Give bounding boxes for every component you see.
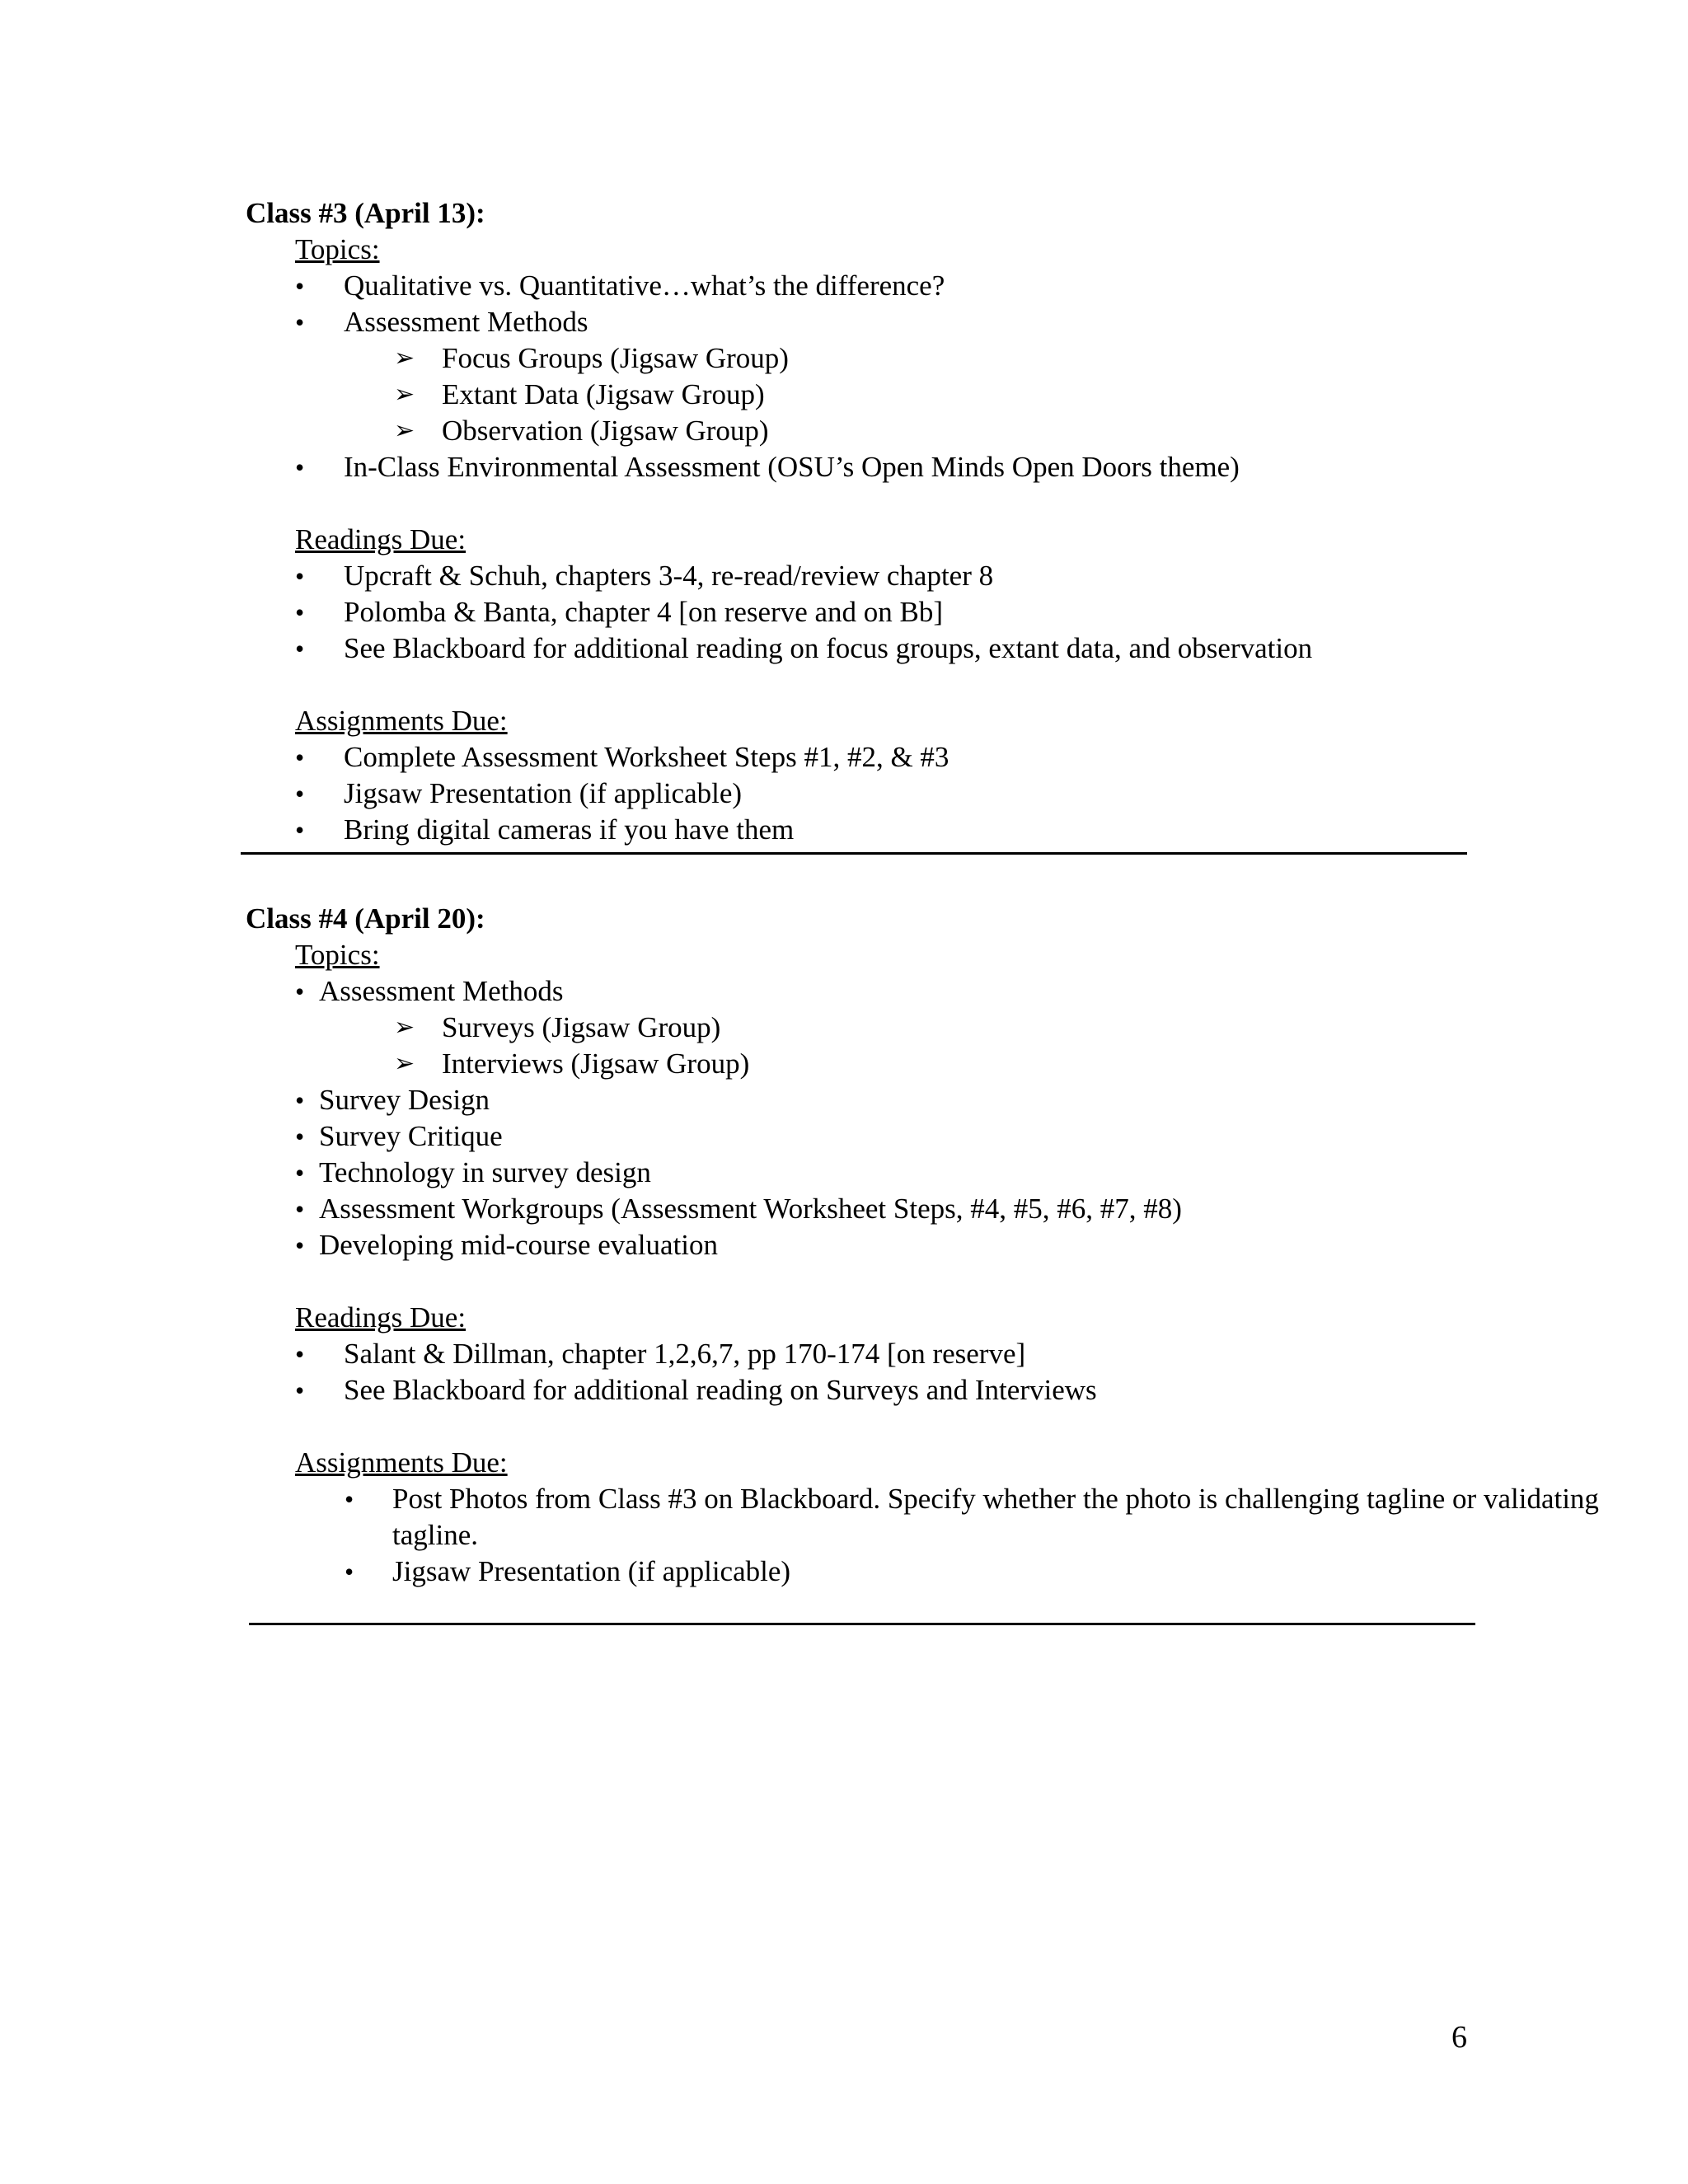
- bullet-icon: •: [295, 561, 305, 591]
- class4-assignments-label: Assignments Due:: [295, 1446, 508, 1479]
- list-item: • Assessment Methods: [246, 304, 1482, 340]
- list-item: • Polomba & Banta, chapter 4 [on reserve and on Bb]: [246, 594, 1482, 630]
- arrow-bullet-icon: ➢: [394, 1050, 415, 1077]
- list-item: • Assessment Workgroups (Assessment Worksheet Steps, #4, #5, #6, #7, #8): [246, 1191, 1482, 1227]
- bullet-icon: •: [345, 1557, 354, 1586]
- bullet-icon: •: [295, 598, 305, 627]
- class3-assignments-label: Assignments Due:: [295, 705, 508, 737]
- class4-readings-label: Readings Due:: [295, 1301, 467, 1333]
- sub-list-item: ➢ Observation (Jigsaw Group): [246, 413, 1482, 449]
- bullet-icon: •: [345, 1484, 354, 1514]
- list-item: • Technology in survey design: [246, 1155, 1482, 1191]
- list-item: • Complete Assessment Worksheet Steps #1, #2, & #3: [246, 739, 1482, 776]
- bullet-icon: •: [295, 1230, 305, 1260]
- bullet-icon: •: [295, 977, 305, 1006]
- page-number: 6: [1451, 2020, 1467, 2055]
- class4-topics-list: [246, 973, 1482, 1263]
- bullet-icon: •: [295, 634, 305, 663]
- section-divider: [241, 852, 1467, 855]
- bullet-icon: •: [295, 779, 305, 808]
- class4-topics-label: Topics:: [295, 939, 380, 971]
- bullet-icon: •: [295, 307, 305, 337]
- list-item: • In-Class Environmental Assessment (OSU’s Open Minds Open Doors theme): [246, 449, 1482, 485]
- class3-topics-label: Topics:: [295, 233, 380, 265]
- list-item: • See Blackboard for additional reading on Surveys and Interviews: [246, 1372, 1482, 1408]
- sub-list-item: ➢ Interviews (Jigsaw Group): [246, 1046, 1482, 1082]
- bullet-icon: •: [295, 1158, 305, 1188]
- class3-assignments-list: [246, 739, 1482, 848]
- bullet-icon: •: [295, 1122, 305, 1151]
- sub-list-item: ➢ Focus Groups (Jigsaw Group): [246, 340, 1482, 377]
- arrow-bullet-icon: ➢: [394, 417, 415, 444]
- class3-readings-label: Readings Due:: [295, 523, 467, 555]
- class4-title: Class #4 (April 20):: [246, 902, 485, 935]
- list-item: • Survey Critique: [246, 1118, 1482, 1155]
- list-item: • See Blackboard for additional reading on focus groups, extant data, and observation: [246, 630, 1482, 667]
- section-divider: [249, 1623, 1475, 1625]
- list-item: • Developing mid-course evaluation: [246, 1227, 1482, 1263]
- list-item: • Jigsaw Presentation (if applicable): [246, 776, 1482, 812]
- bullet-icon: •: [295, 1339, 305, 1369]
- bullet-icon: •: [295, 1085, 305, 1115]
- bullet-icon: •: [295, 743, 305, 772]
- sub-list-item: ➢ Extant Data (Jigsaw Group): [246, 377, 1482, 413]
- list-item: • Assessment Methods: [246, 973, 1482, 1010]
- sub-list-item: ➢ Surveys (Jigsaw Group): [246, 1010, 1482, 1046]
- class4-assignments-list: [246, 1481, 1599, 1590]
- arrow-bullet-icon: ➢: [394, 1014, 415, 1041]
- arrow-bullet-icon: ➢: [394, 344, 415, 372]
- bullet-icon: •: [295, 271, 305, 301]
- bullet-icon: •: [295, 1194, 305, 1224]
- bullet-icon: •: [295, 815, 305, 845]
- class3-title: Class #3 (April 13):: [246, 197, 485, 229]
- class4-section: [246, 901, 1599, 1590]
- list-item: • Survey Design: [246, 1082, 1482, 1118]
- bullet-icon: •: [295, 452, 305, 482]
- class3-section: [246, 195, 1482, 848]
- bullet-icon: •: [295, 1376, 305, 1405]
- arrow-bullet-icon: ➢: [394, 381, 415, 408]
- list-item: • Upcraft & Schuh, chapters 3-4, re-read/review chapter 8: [246, 558, 1482, 594]
- class4-readings-list: [246, 1336, 1482, 1408]
- list-item: • Qualitative vs. Quantitative…what’s the difference?: [246, 268, 1482, 304]
- class3-topics-list: [246, 268, 1482, 485]
- list-item: • Salant & Dillman, chapter 1,2,6,7, pp 170-174 [on reserve]: [246, 1336, 1482, 1372]
- list-item: • Bring digital cameras if you have them: [246, 812, 1482, 848]
- list-item: • Post Photos from Class #3 on Blackboard. Specify whether the photo is challenging tagline or validating tagline.: [345, 1483, 1599, 1551]
- class3-readings-list: [246, 558, 1482, 667]
- list-item: • Jigsaw Presentation (if applicable): [246, 1554, 1482, 1590]
